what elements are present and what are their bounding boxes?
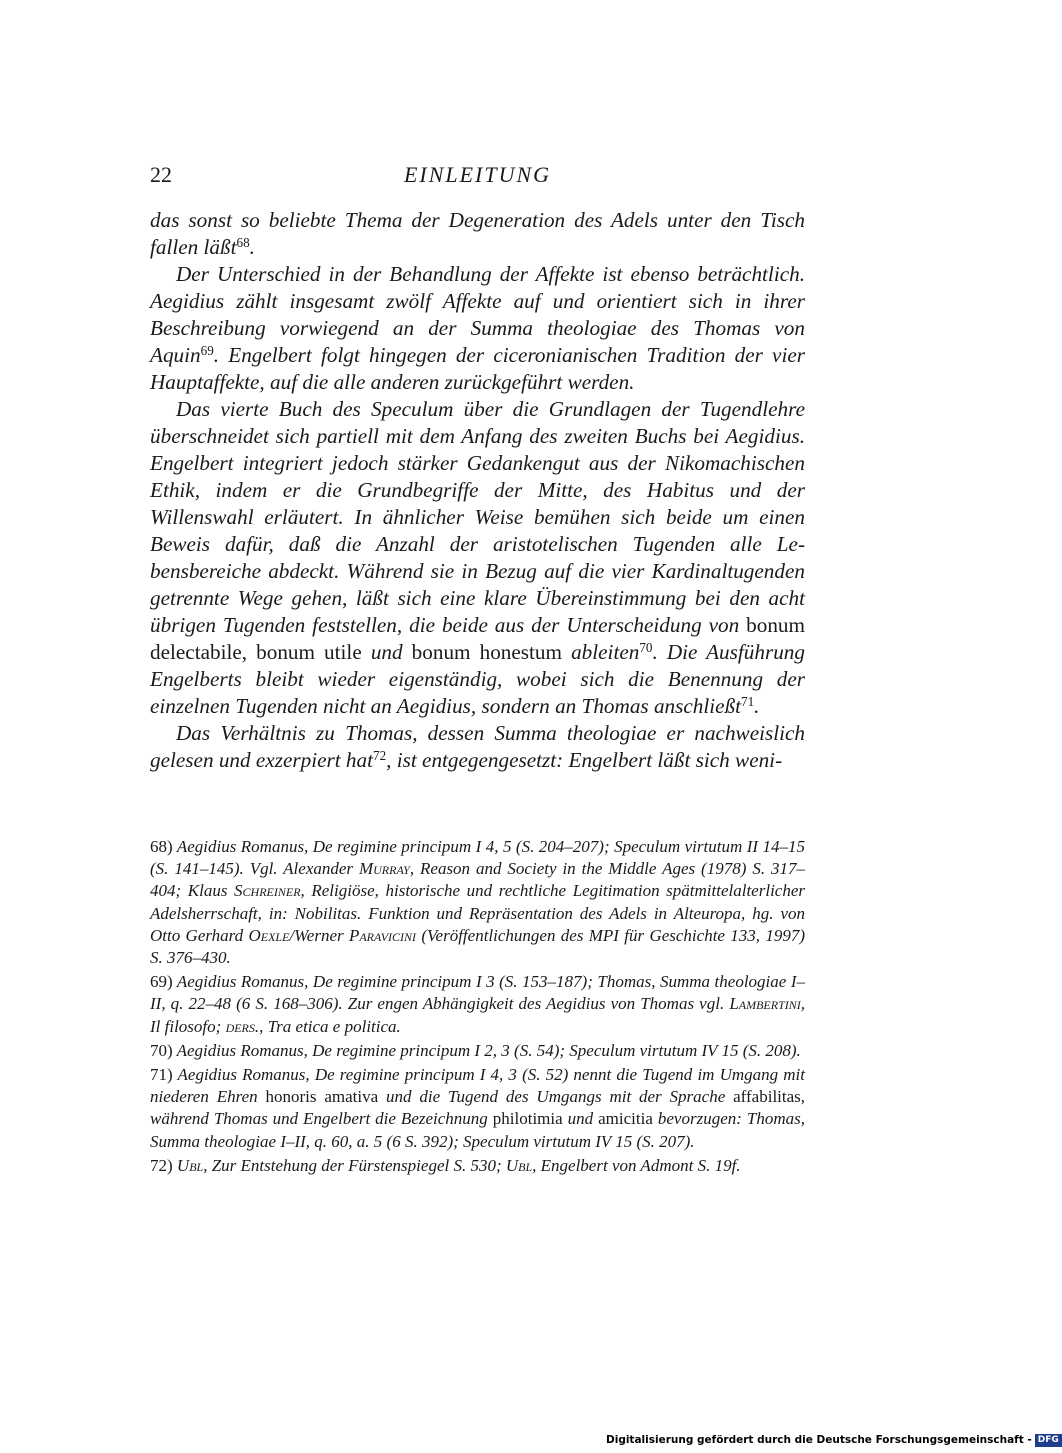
footnote-70 [150,1040,805,1062]
footnote-text: (Veröffentlichungen des MPI für Geschichte 133, 1997) S. 376–430. [150,925,806,968]
footnote-text: /Werner [289,925,344,945]
paragraph-3-verb: ableiten [571,640,640,664]
main-text [150,207,805,774]
footnote-number: 72) [150,1155,173,1175]
paragraph-1-text: das sonst so beliebte Thema der Degeneration des Adels unter den Tisch fallen läßt [150,208,805,259]
footnote-text: , während Thomas und Engelbert die Bezeichnung [150,1087,806,1129]
footnote-text: , Religiöse, historische und rechtliche Legitimation spätmittelalterlicher Adelsherrschaft, in: Nobilitas. Funktion und Repräsentation des Adels in Alteuropa, hg. von Otto Gerhard [150,881,805,945]
footnote-number: 68) [150,837,173,856]
paragraph-3-text: Das vierte Buch des Speculum über die Grundlagen der Tugendlehre überschneidet sich partiell mit dem Anfang des zweiten Buchs bei Aegidius. Engelbert integriert jedoch stärker Gedankengut aus der Nikomachischen Ethik, indem er die Grundbegriffe der Mitte, des Habitus und der Willenswahl erläutert. In ähnlicher Weise bemühen sich beide um einen Beweis dafür, daß die Anzahl der aristotelischen Tugenden alle Lebensbereiche abdeckt. Während sie in Bezug auf die vier Kardinaltugenden getrennte Wege gehen, läßt sich eine klare Übereinstimmung bei den acht übrigen Tugenden feststellen, die beide aus der Unterscheidung von [150,397,805,637]
footnote-number: 70) [150,1040,173,1060]
paragraph-3 [150,396,805,720]
author-name: Schreiner [234,881,301,901]
dfg-logo[interactable]: DFG [1035,1434,1062,1447]
footnote-69 [150,971,805,1038]
latin-terms-1: bonum delectabile, bonum utile [150,613,805,664]
conjunction: und [370,640,403,664]
footnote-text: , Zur Entstehung der Fürstenspiegel S. 530; [203,1155,502,1175]
latin-terms-2: bonum honestum [411,640,562,664]
footnote-72 [150,1155,805,1177]
author-name: Ubl [505,1155,533,1175]
paragraph-1-tail: . [249,235,255,259]
dfg-credit-text: Digitalisierung gefördert durch die Deutsche Forschungsgemeinschaft - [606,1434,1032,1446]
footnote-text: bevorzugen: Thomas, Summa theologiae I–II, q. 60, a. 5 (6 S. 392); Speculum virtutum IV 15 (S. 207). [150,1109,805,1151]
paragraph-2-text: Der Unterschied in der Behandlung der Affekte ist ebenso beträchtlich. Aegidius zählt insgesamt zwölf Affekte auf und orientiert sich in ihrer Beschreibung vorwiegend an der Summa theologiae des Thomas von Aquin [150,262,805,367]
paragraph-3-tail: . [754,694,760,718]
paragraph-4-text: Das Verhältnis zu Thomas, dessen Summa theologiae er nachweislich gelesen und exzerpiert hat [150,721,805,772]
latin-term: honoris amativa [265,1087,379,1107]
footnote-text: , Tra etica e politica. [259,1016,401,1036]
footnote-68 [150,836,805,969]
latin-term: amicitia [598,1109,653,1129]
latin-term: philotimia [492,1109,563,1129]
paragraph-2 [150,261,805,396]
footnote-text: Aegidius Romanus, De regimine principum I 2, 3 (S. 54); Speculum virtutum IV 15 (S. 208). [176,1040,801,1060]
footnotes [150,836,805,1179]
footnote-number: 69) [150,972,173,992]
footnote-text: Aegidius Romanus, De regimine principum I 3 (S. 153–187); Thomas, Summa theologiae I–II, q. 22–48 (6 S. 168–306). Zur engen Abhängigkeit des Aegidius von Thomas vgl. [150,972,805,1014]
dfg-credit-bar [606,1432,1062,1448]
paragraph-3-cont: . Die Ausführung Engelberts bleibt wieder eigenständig, wobei sich die Benennung der einzelnen Tugenden nicht an Aegidius, sondern an Thomas anschließt [150,640,805,718]
author-name: Ubl [176,1155,204,1175]
author-name: ders. [225,1016,260,1036]
author-name: Lambertini [729,994,801,1014]
paragraph-2-tail: . Engelbert folgt hingegen der ciceronianischen Tradition der vier Hauptaffekte, auf die alle anderen zurückgeführt werden. [150,343,805,394]
footnote-text: , Engelbert von Admont S. 19f. [532,1155,741,1175]
footnote-text: , Reason and Society in the Middle Ages (1978) S. 317–404; Klaus [150,859,806,901]
author-name: Murray [358,859,410,879]
author-name: Paravicini [348,925,417,945]
latin-term: affabilitas [733,1087,801,1107]
footnote-text: , Il filosofo; [150,994,806,1036]
footnote-ref-71[interactable]: 71 [741,693,755,709]
footnote-text: und die Tugend des Umgangs mit der Sprache [386,1087,726,1107]
footnote-text: Aegidius Romanus, De regimine principum I 4, 5 (S. 204–207); Speculum virtutum II 14–15 (S. 141–145). Vgl. Alexander [150,837,805,879]
running-head: EINLEITUNG [403,162,552,187]
paragraph-4 [150,720,805,774]
footnote-ref-68[interactable]: 68 [236,234,250,250]
footnote-text: und [567,1109,594,1129]
paragraph-4-tail: , ist entgegengesetzt: Engelbert läßt sich weni- [386,748,783,772]
footnote-ref-72[interactable]: 72 [373,747,387,763]
footnote-ref-69[interactable]: 69 [200,342,214,358]
author-name: Oexle [248,925,290,945]
page-number: 22 [150,162,172,187]
footnote-ref-70[interactable]: 70 [639,639,653,655]
footnote-number: 71) [150,1065,173,1085]
page-header [150,162,805,194]
footnote-71 [150,1064,805,1153]
footnote-text: Aegidius Romanus, De regimine principum I 4, 3 (S. 52) nennt die Tugend im Umgang mit niederen Ehren [150,1065,805,1107]
paragraph-1 [150,207,805,261]
